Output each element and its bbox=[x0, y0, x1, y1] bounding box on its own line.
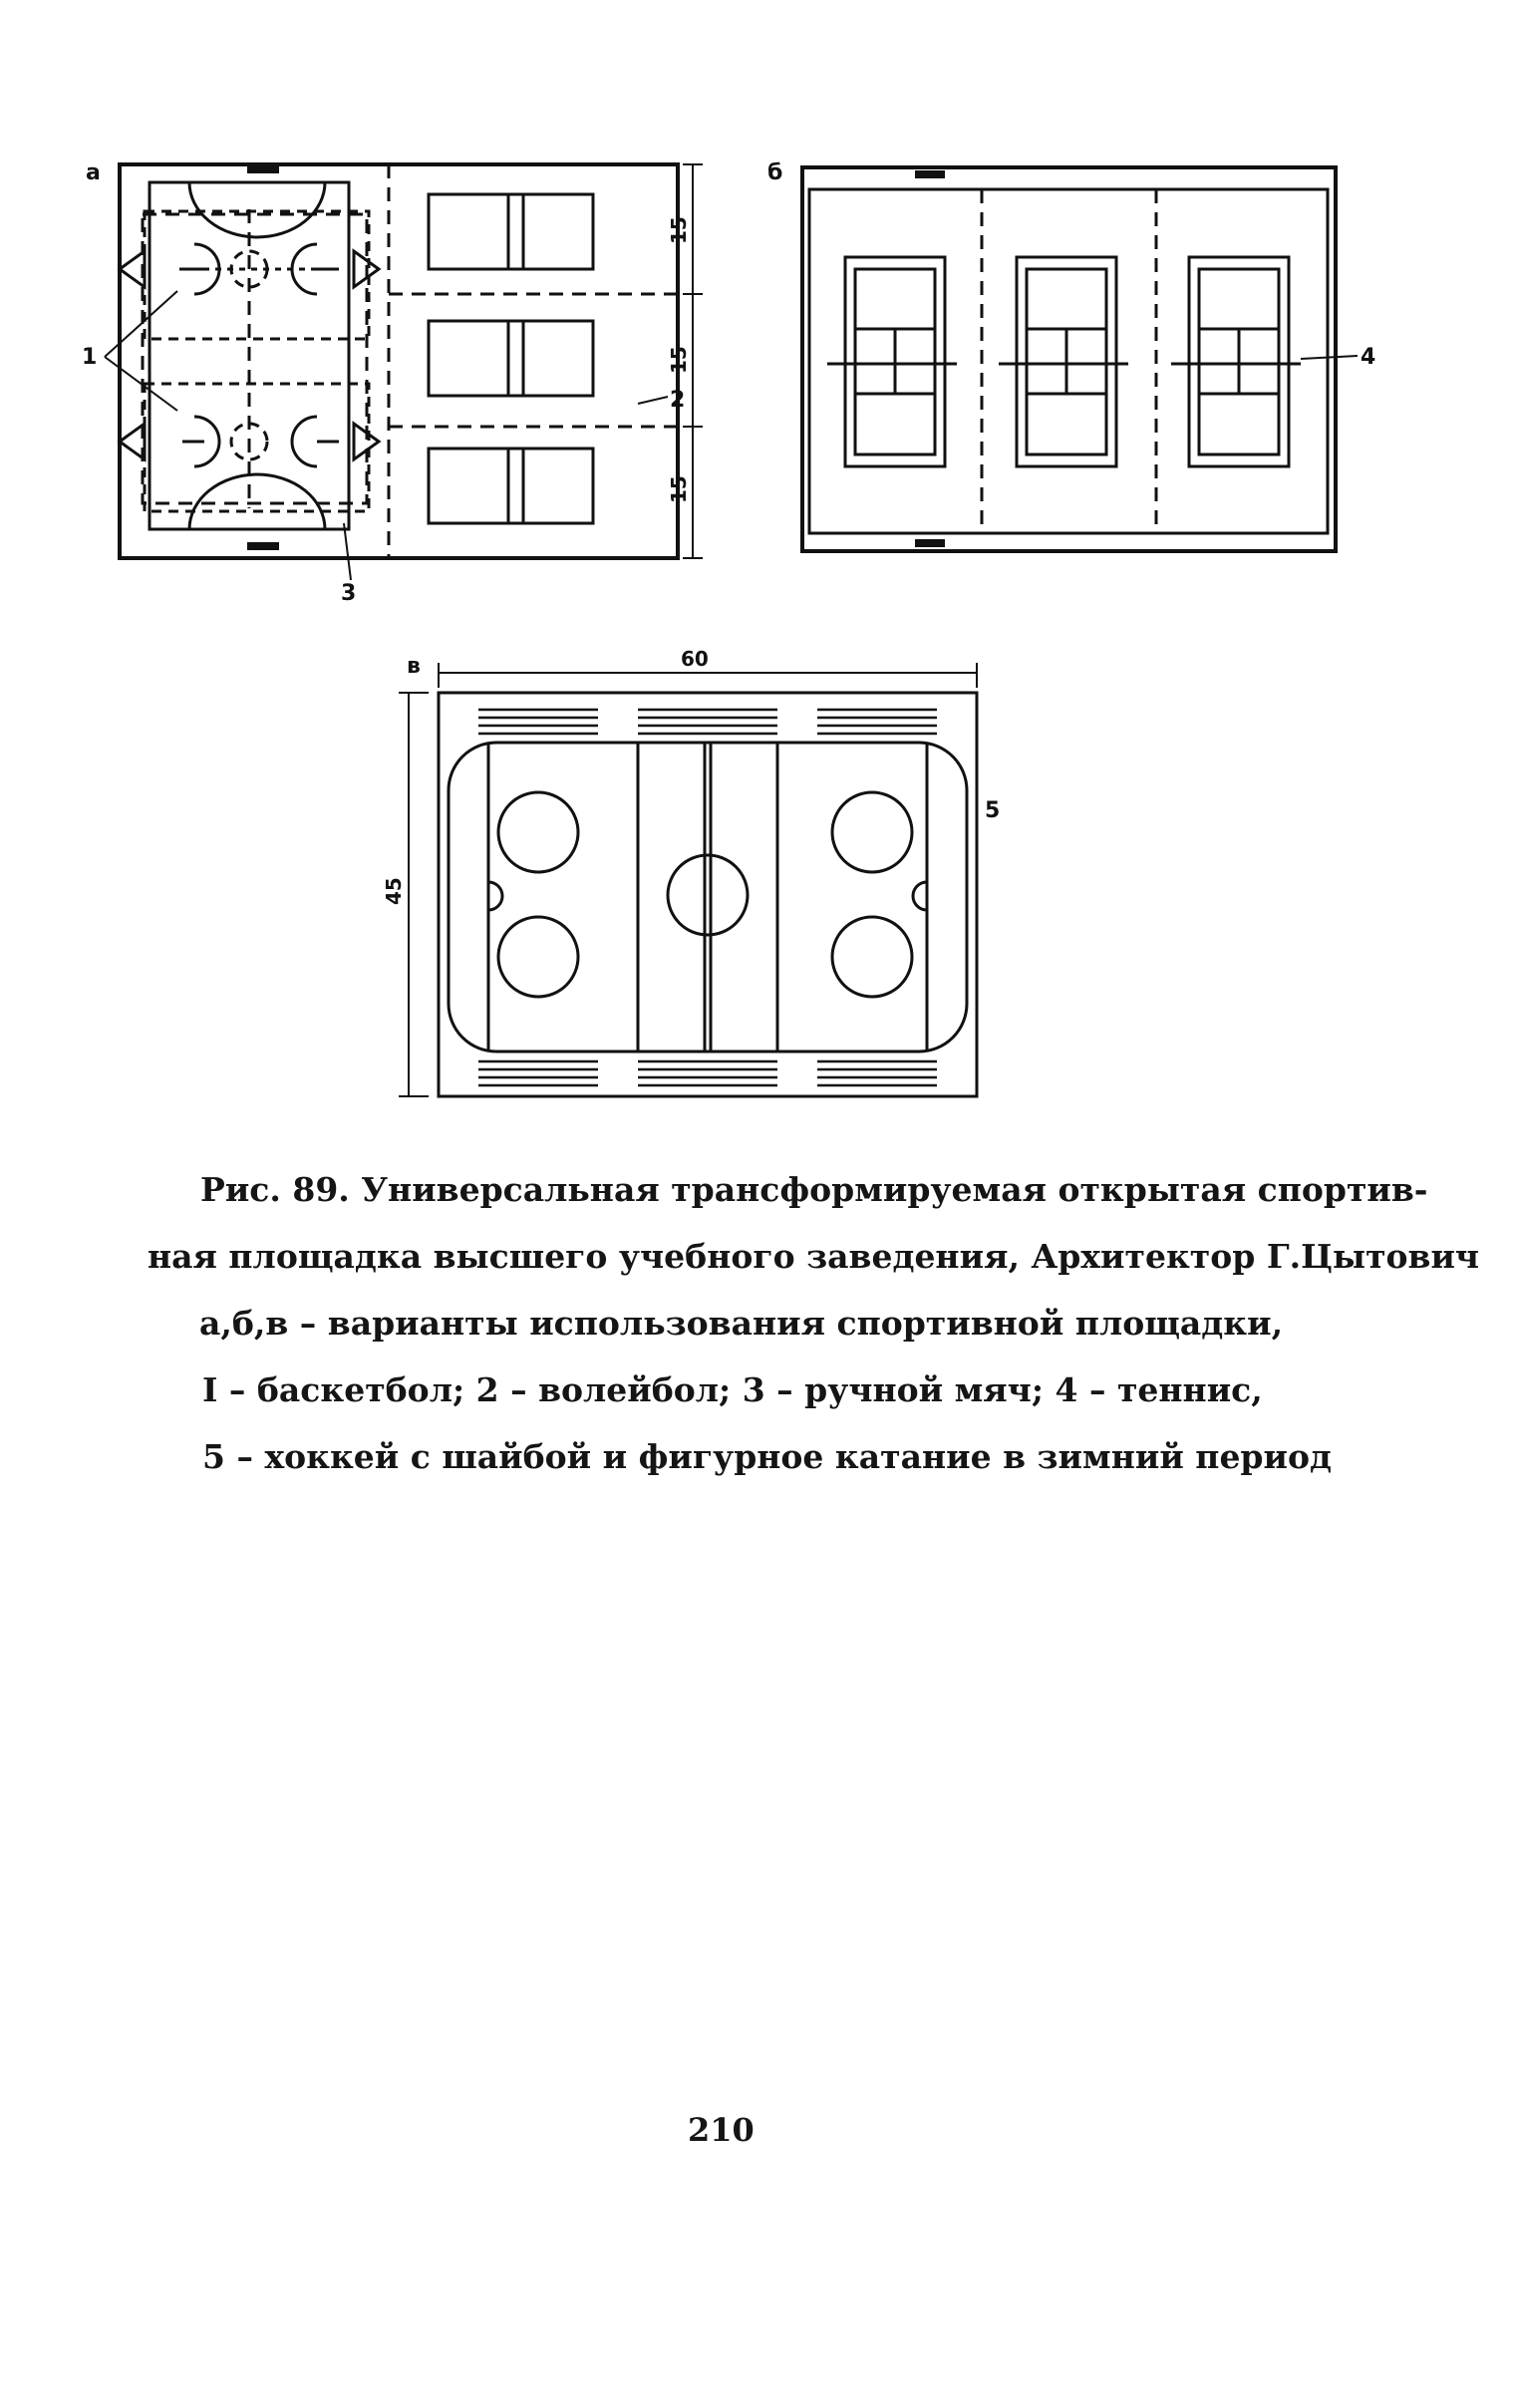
callout-4-tennis: 4 bbox=[1361, 345, 1376, 370]
panel-v-plan bbox=[399, 663, 977, 1096]
callout-1-basketball: 1 bbox=[82, 345, 98, 370]
callout-3-handball: 3 bbox=[341, 581, 357, 606]
dim-a-2: 15 bbox=[667, 346, 691, 374]
dim-a-1: 15 bbox=[667, 216, 691, 244]
dim-a-3: 15 bbox=[667, 475, 691, 503]
dim-v-width: 60 bbox=[681, 647, 709, 671]
caption-line-4: I – баскетбол; 2 – волейбол; 3 – ручной мяч; 4 – теннис, bbox=[202, 1370, 1263, 1409]
caption-line-3: а,б,в – варианты использования спортивной площадки, bbox=[199, 1304, 1284, 1343]
dim-v-height: 45 bbox=[382, 877, 406, 905]
callout-2-volleyball: 2 bbox=[670, 388, 686, 413]
panel-a-plan bbox=[105, 164, 703, 580]
panel-b-plan bbox=[802, 167, 1358, 551]
page-number: 210 bbox=[688, 2111, 755, 2149]
figure-caption bbox=[148, 1156, 1480, 1490]
caption-line-2: ная площадка высшего учебного заведения, Архитектор Г.Цытович bbox=[148, 1237, 1480, 1276]
figure-89 bbox=[0, 0, 1514, 1146]
callout-5-hockey: 5 bbox=[985, 798, 1001, 823]
caption-line-1: Рис. 89. Универсальная трансформируемая открытая спортив- bbox=[200, 1170, 1428, 1209]
panel-b-label: б bbox=[767, 160, 783, 185]
panel-v-label: в bbox=[407, 654, 421, 679]
panel-a-label: а bbox=[86, 160, 101, 185]
caption-line-5: 5 – хоккей с шайбой и фигурное катание в зимний период bbox=[202, 1437, 1332, 1476]
